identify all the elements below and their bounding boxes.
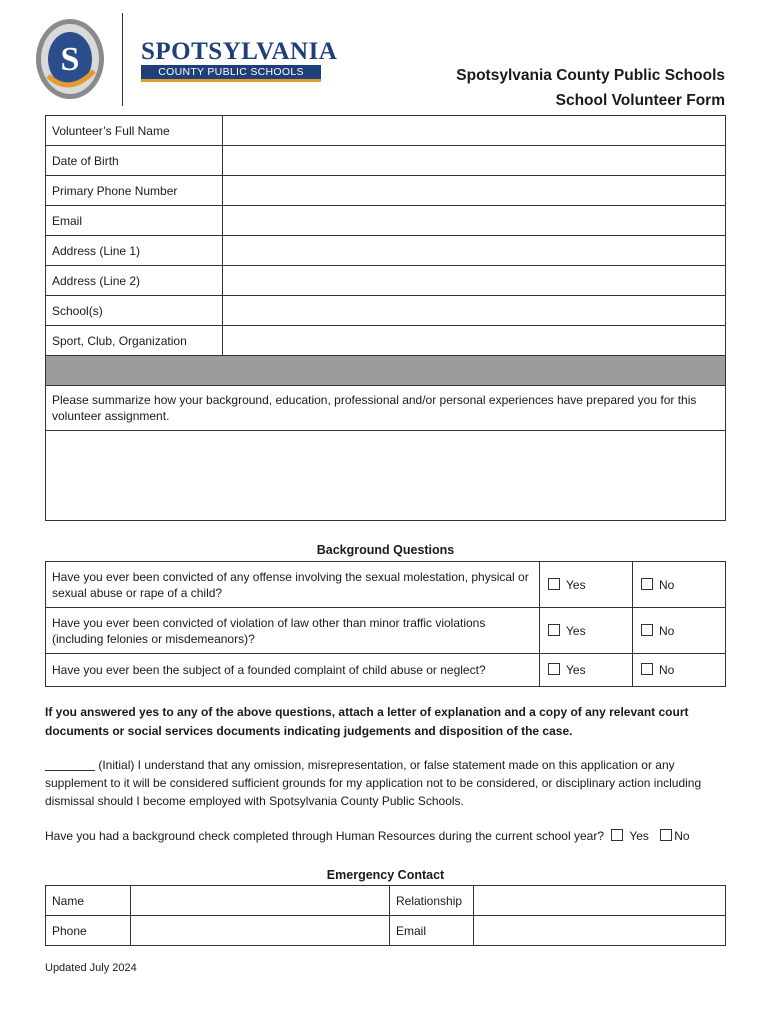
q3-yes-option[interactable] <box>540 654 633 687</box>
checkbox-icon[interactable] <box>611 829 623 841</box>
date-of-birth-field[interactable] <box>223 146 726 176</box>
grey-divider <box>46 356 726 386</box>
table-row <box>46 326 726 356</box>
table-row <box>46 296 726 326</box>
brand-name: SPOTSYLVANIA <box>141 38 338 65</box>
table-row <box>46 266 726 296</box>
yes-label: Yes <box>566 623 586 638</box>
bgcheck-no-label: No <box>674 829 690 843</box>
table-row <box>46 206 726 236</box>
q2-yes-option[interactable] <box>540 608 633 654</box>
form-title-district: Spotsylvania County Public Schools <box>456 67 725 84</box>
table-row <box>46 886 726 916</box>
bgcheck-question-text: Have you had a background check completed through Human Resources during the current school year? <box>45 829 604 843</box>
table-row <box>46 176 726 206</box>
field-label: Primary Phone Number <box>46 176 223 206</box>
initial-input[interactable] <box>45 758 95 771</box>
yes-label: Yes <box>566 663 586 677</box>
brand-subtitle: COUNTY PUBLIC SCHOOLS <box>141 65 321 82</box>
emergency-email-field[interactable] <box>474 916 726 946</box>
table-row <box>46 916 726 946</box>
address-line1-field[interactable] <box>223 236 726 266</box>
table-row <box>46 608 726 654</box>
updated-date: Updated July 2024 <box>45 962 137 974</box>
no-label: No <box>659 663 675 677</box>
table-row <box>46 116 726 146</box>
logo-divider <box>122 13 123 106</box>
emergency-contact-title: Emergency Contact <box>326 868 445 882</box>
field-label: Sport, Club, Organization <box>46 326 223 356</box>
question-text: Have you ever been convicted of any offense involving the sexual molestation, physical or sexual abuse or rape of a child? <box>46 562 540 608</box>
table-row <box>46 236 726 266</box>
field-label: Date of Birth <box>46 146 223 176</box>
bgcheck-yes-label: Yes <box>629 829 649 843</box>
q3-no-option[interactable] <box>633 654 726 687</box>
table-row <box>46 654 726 687</box>
emergency-phone-field[interactable] <box>131 916 390 946</box>
checkbox-icon[interactable] <box>641 578 653 590</box>
q1-no-option[interactable] <box>633 562 726 608</box>
no-label: No <box>659 623 675 638</box>
field-label: Address (Line 1) <box>46 236 223 266</box>
address-line2-field[interactable] <box>223 266 726 296</box>
table-row <box>46 562 726 608</box>
summary-answer-field[interactable] <box>46 431 726 521</box>
checkbox-icon[interactable] <box>548 578 560 590</box>
field-label: Volunteer’s Full Name <box>46 116 223 146</box>
no-label: No <box>659 577 675 592</box>
name-label: Name <box>46 886 131 916</box>
field-label: Address (Line 2) <box>46 266 223 296</box>
table-row <box>46 146 726 176</box>
email-field[interactable] <box>223 206 726 236</box>
summary-table <box>45 385 726 521</box>
question-text: Have you ever been the subject of a founded complaint of child abuse or neglect? <box>46 654 540 687</box>
phone-field[interactable] <box>223 176 726 206</box>
form-title: School Volunteer Form <box>555 92 725 109</box>
checkbox-icon[interactable] <box>548 663 560 675</box>
logo-letter: S <box>60 41 80 78</box>
background-check-question <box>45 829 726 843</box>
emergency-relationship-field[interactable] <box>474 886 726 916</box>
checkbox-icon[interactable] <box>641 663 653 675</box>
grey-divider-row <box>46 356 726 386</box>
background-questions-title: Background Questions <box>316 543 455 557</box>
background-questions-table <box>45 561 726 687</box>
initial-statement-text: (Initial) I understand that any omission, misrepresentation, or false statement made on this application or any supplement to it will be considered sufficient grounds for my application not to be considered, or disciplinary action including dismissal should I become employed with Spotsylvania County Public Schools. <box>45 758 702 808</box>
initial-statement <box>45 756 726 810</box>
relationship-label: Relationship <box>390 886 474 916</box>
checkbox-icon[interactable] <box>660 829 672 841</box>
emergency-contact-table <box>45 885 726 946</box>
district-logo-icon <box>34 16 106 102</box>
field-label: School(s) <box>46 296 223 326</box>
full-name-field[interactable] <box>223 116 726 146</box>
email-label: Email <box>390 916 474 946</box>
q2-no-option[interactable] <box>633 608 726 654</box>
brand-wordmark <box>141 38 338 82</box>
q1-yes-option[interactable] <box>540 562 633 608</box>
emergency-name-field[interactable] <box>131 886 390 916</box>
organization-field[interactable] <box>223 326 726 356</box>
question-text: Have you ever been convicted of violation of law other than minor traffic violations (including felonies or misdemeanors)? <box>46 608 540 654</box>
schools-field[interactable] <box>223 296 726 326</box>
yes-label: Yes <box>566 577 586 592</box>
field-label: Email <box>46 206 223 236</box>
summary-prompt: Please summarize how your background, education, professional and/or personal experiences have prepared you for this volunteer assignment. <box>46 386 726 431</box>
checkbox-icon[interactable] <box>641 624 653 636</box>
checkbox-icon[interactable] <box>548 624 560 636</box>
attachment-note: If you answered yes to any of the above questions, attach a letter of explanation and a copy of any relevant court documents or social services documents indicating judgements and disposition of the case. <box>45 705 689 738</box>
volunteer-info-table <box>45 115 726 386</box>
phone-label: Phone <box>46 916 131 946</box>
